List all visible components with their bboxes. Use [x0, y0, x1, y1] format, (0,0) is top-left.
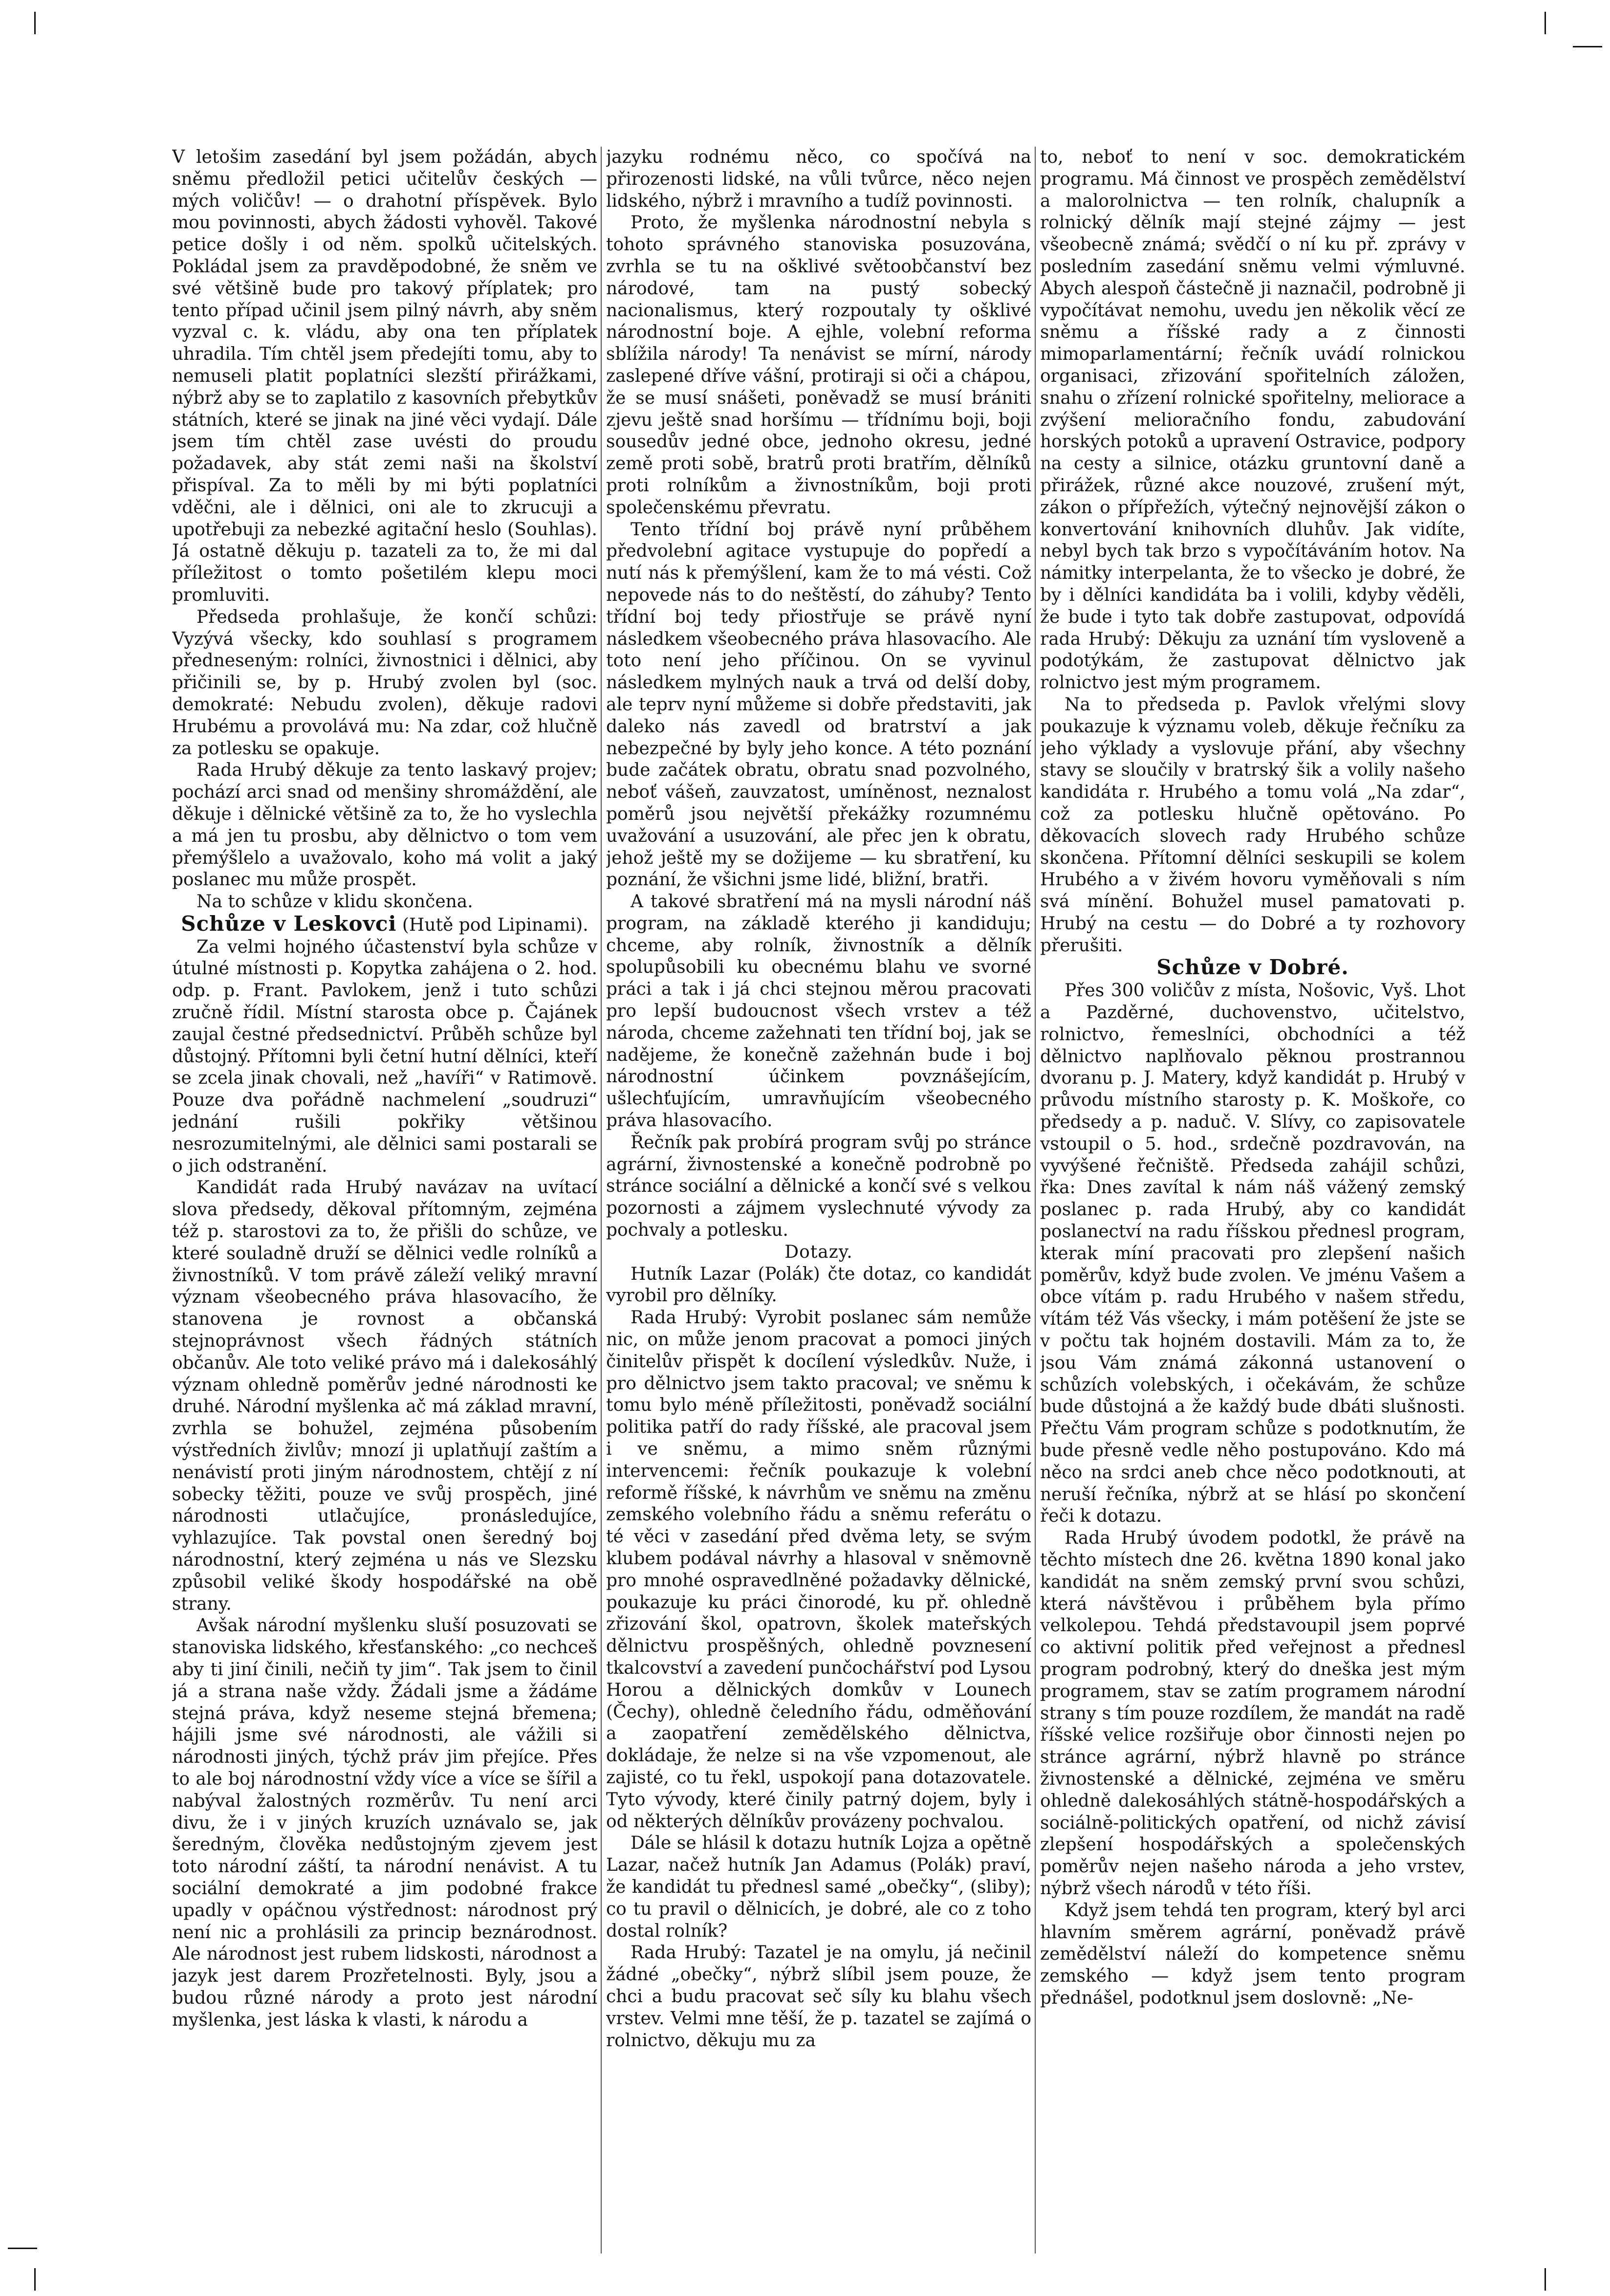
column-rule-1 [601, 147, 602, 2253]
article-paragraph: Tento třídní boj právě nyní průběhem předvolební agitace vystupuje do popředí a nutí nás k přemýšlení, kam že to má vésti. Což nepovede nás to do neštěstí, do záhuby? Tento třídní boj tedy přiostřuje se právě nyní následkem všeobecného práva hlasovacího. Ale toto není jeho příčinou. On se vyvinul následkem mylných nauk a trvá od delší doby, ale teprv nyní můžeme si dobře představiti, jak daleko nás zavedl od bratrství a jak nebezpečné by byly jeho konce. A této poznání bude začátek obratu, obratu snad pozvolného, neboť vášeň, zauvzatost, umíněnost, neznalost poměrů jsou největší překážky rozumnému uvažování a usuzování, ale přec jen k obratu, jehož ještě my se dožijeme — ku sbratření, ku poznání, že všichni jsme lidé, bližní, bratři. [606, 519, 1031, 890]
text-column-3 [1040, 147, 1465, 2263]
article-paragraph: V letošim zasedání byl jsem požádán, abych sněmu předložil petici učitelův českých — mých voličův! — o drahotní příspěvek. Bylo mou povinnosti, abych žádosti vyhověl. Takové petice došly i od něm. spolků učitelských. Pokládal jsem za pravděpodobné, že sněm ve své většině bude pro takový příplatek; pro tento případ učinil jsem pilný návrh, aby sněm vyzval c. k. vládu, aby ona ten příplatek uhradila. Tím chtěl jsem předejíti tomu, aby to nemuseli platit poplatníci slezští přirážkami, nýbrž aby se to zaplatilo z kasovních přebytkův státních, které se jinak na jiné věci vydají. Dále jsem tím chtěl zase uvésti do proudu požadavek, aby stát zemi naši na školství přispíval. Za to měli by mi býti poplatníci vděčni, ale i dělnici, oni ale to zkrucuji a upotřebuji za nebezké agitační heslo (Souhlas). Já ostatně děkuju p. tazateli za to, že mi dal příležitost o tomto pošetilém klepu moci promluviti. [172, 147, 597, 605]
corner-crop-mark-left-bottom [8, 2248, 37, 2249]
column-rule-2 [1035, 147, 1036, 2253]
article-paragraph: Kandidát rada Hrubý navázav na uvítací slova předsedy, děkoval přítomným, zejména též p. starostovi za to, že přišli do schůze, ve které souladně druží se dělnici vedle rolníků a živnostníků. V tom právě záleží veliký mravní význam všeobecného práva hlasovacího, že stanovena je rovnost a občanská stejnoprávnost všech řádných státních občanův. Ale toto veliké právo má i dalekosáhlý význam ohledně poměrův jedné národnosti ke druhé. Národní myšlenka ač má základ mravní, zvrhla se bohužel, zejména působením výstředních živlův; mnozí ji uplatňují zaštím a nenávistí proti jiným národnostem, chtějí z ní sobecky těžiti, pouze ve svůj prospěch, jiné národnosti utlačujíce, pronásledujíce, vyhlazujíce. Tak povstal onen šeredný boj národnostní, který zejména u nás ve Slezsku způsobil veliké škody hospodářské na obě strany. [172, 1178, 597, 1614]
section-heading [606, 1242, 1031, 1264]
section-heading-subtitle: (Hutě pod Lipinami). [396, 915, 588, 935]
article-paragraph: Řečník pak probírá program svůj po stránce agrární, živnostenské a konečně podrobně po stránce sociální a dělnické a končí své s velkou pozornosti a zájmem vyslechnuté vývody za pochvaly a potlesku. [606, 1132, 1031, 1241]
article-paragraph: Hutník Lazar (Polák) čte dotaz, co kandidát vyrobil pro dělníky. [606, 1264, 1031, 1306]
article-paragraph: Když jsem tehdá ten program, který byl arci hlavním směrem agrární, poněvadž právě zemědělství náleží do kompetence sněmu zemského — když jsem tento program přednášel, podotknul jsem doslovně: „Ne- [1040, 1900, 1465, 2008]
corner-crop-mark-bottom-left [34, 2268, 36, 2291]
article-paragraph: to, neboť to není v soc. demokratickém programu. Má činnost ve prospěch zemědělství a malorolnictva — ten rolník, chalupník a rolnický dělník mají stejné zájmy — jest všeobecně známá; svědčí o ní ku př. zprávy v posledním zasedání sněmu velmi výmluvné. Abych alespoň částečně ji naznačil, podrobně ji vypočítávat nemohu, uvedu jen několik věcí ze sněmu a říšské rady a z činnosti mimoparlamentární; řečník uvádí rolnickou organisaci, zřizování spořitelních záložen, snahu o zřízení rolnické spořitelny, meliorace a zvýšení melioračního fondu, zabudování horských potoků a upravení Ostravice, podpory na cesty a silnice, otázku gruntovní daně a přirážek, různé akce nouzové, zrušení mýt, zákon o přípřežích, výtečný nejnovější zákon o konvertování knihovních dluhův. Jak vidíte, nebyl bych tak brzo s vypočítáváním hotov. Na námitky interpelanta, že to všecko je dobré, že by i dělníci kandidáta ba i volili, kdyby věděli, že bude i tyto tak dobře zastupovat, odpovídá rada Hrubý: Děkuju za uznání tím vysloveně a podotýkám, že zastupovat dělnictvo jak rolnictvo jest mým programem. [1040, 147, 1465, 693]
corner-crop-mark-top-left [34, 12, 36, 34]
article-paragraph: Rada Hrubý: Vyrobit poslanec sám nemůže nic, on může jenom pracovat a pomoci jiných činitelův přispět k docílení výsledkův. Nuže, i pro dělnictvo jsem takto pracoval; ve sněmu k tomu bylo méně příležitosti, poněvadž sociální politika patří do rady říšské, ale pracoval jsem i ve sněmu, a mimo sněm různými intervencemi: řečník poukazuje k volební reformě říšské, k návrhům ve sněmu na změnu zemského volebního řádu a sněmu referátu o té věci v zasedání před dvěma lety, se svým klubem podával návrhy a hlasoval v sněmovně pro mnohé ospravedlněné požadavky dělnické, poukazuje ku práci činorodé, ku př. ohledně zřizování škol, opatrovn, školek mateřských dělnictvu prospěšných, ohledně povznesení tkalcovství a zavedení punčochářství pod Lysou Horou a dělnických domkův v Lounech (Čechy), ohledně čeledního řádu, odměňování a zaopatření zemědělského dělnictva, dokládaje, že nelze si na vše vzpomenout, ale zajisté, co tu řekl, uspokojí pana dotazovatele. Tyto vývody, které činily patrný dojem, byly i od některých dělníkův provázeny pochvalou. [606, 1308, 1031, 1832]
text-column-1 [172, 147, 597, 2263]
section-heading-title: Schůze v Dobré. [1156, 955, 1349, 980]
corner-crop-mark-bottom-right [1545, 2268, 1546, 2291]
article-paragraph: Přes 300 voličův z místa, Nošovic, Vyš. Lhot a Pazděrné, duchovenstvo, učitelstvo, rolnictvo, řemeslníci, obchodníci a též dělnictvo naplňovalo pěknou prostrannou dvoranu p. J. Matery, když kandidát p. Hrubý v průvodu místního starosty p. K. Moškoře, co předsedy a p. naduč. V. Slívy, co zapisovatele vstoupil o 5. hod., srdečně pozdravován, na vyvýšené řečniště. Předseda zahájil schůzi, řka: Dnes zavítal k nám náš vážený zemský poslanec p. rada Hrubý, aby co kandidát poslanectví na radu říšskou přednesl program, kterak míní pracovati pro zlepšení našich poměrův, když bude zvolen. Ve jménu Vašem a obce vítám p. radu Hrubého v našem středu, vítám též Vás všecky, i mám potěšení že jste se v počtu tak hojném dostavili. Mám za to, že jsou Vám známá zákonná ustanovení o schůzích volebských, i očekávám, že schůze bude důstojná a že každý bude dbáti slušnosti. Přečtu Vám program schůze s podotknutím, že bude přesně vedle něho postupováno. Kdo má něco na srdci aneb chce něco podotknouti, at neruší řečníka, nýbrž at se hlásí po skončení řeči k dotazu. [1040, 981, 1465, 1527]
article-paragraph: Proto, že myšlenka národnostní nebyla s tohoto správného stanoviska posuzována, zvrhla se tu na ošklivé světoobčanství bez národové, tam na pustý sobecký nacionalismus, který rozpoutaly ty ošklivé národnostní boje. A ejhle, volební reforma sblížila národy! Ta nenávist se mírní, národy zaslepené dříve vášní, protiraji si oči a chápou, že se musí snášeti, poněvadž se musí brániti zjevu ještě snad horšímu — třídnímu boji, boji sousedův jedné obce, jednoho okresu, jedné země proti sobě, bratrů proti bratřím, dělníků proti rolníkům a živnostníkům, boji proti společenskému převratu. [606, 213, 1031, 518]
section-heading-title: Schůze v Leskovci [181, 911, 397, 936]
article-paragraph: Rada Hrubý děkuje za tento laskavý projev; pochází arci snad od menšiny shromáždění, ale děkuje i dělnické většině za to, že ho vyslechla a má jen tu prosbu, aby dělnictvo o tom vem přemýšlelo a uvažovalo, koho má volit a jaký poslanec mu může prospět. [172, 760, 597, 890]
article-paragraph: Za velmi hojného účastenství byla schůze v útulné místnosti p. Kopytka zahájena o 2. hod. odp. p. Frant. Pavlokem, jenž i tuto schůzi zručně řídil. Místní starosta obce p. Čajánek zaujal čestné předsednictví. Průběh schůze byl důstojný. Přítomni byli četní hutní dělníci, kteří se zcela jinak chovali, než „havíři“ v Ratimově. Pouze dva pořádně nachmelení „soudruzi“ jednání rušili pokřiky většinou nesrozumitelnými, ale dělnici sami postarali se o jich odstranění. [172, 937, 597, 1176]
section-heading [172, 913, 597, 937]
article-paragraph: Rada Hrubý: Tazatel je na omylu, já nečinil žádné „obečky“, nýbrž slíbil jsem pouze, že chci a budu pracovat seč síly ku blahu všech vrstev. Velmi mne těší, že p. tazatel se zajímá o rolnictvo, děkuju mu za [606, 1943, 1031, 2051]
section-heading [1040, 957, 1465, 980]
article-paragraph: Rada Hrubý úvodem podotkl, že právě na těchto místech dne 26. května 1890 konal jako kandidát na sněm zemský první svou schůzi, která návštěvou i průběhem byla přímo velkolepou. Tehdá představoupil jsem poprvé co aktivní politik před veřejnost a přednesl program podrobný, který do dneška jest mým programem, stav se zatím programem národní strany s tím pouze rozdílem, že mandát na radě říšské velice rozšiřuje obor činnosti nejen po stránce agrární, nýbrž hlavně po stránce živnostenské a dělnické, zejména ve směru ohledně dalekosáhlých státně-hospodářských a sociálně-politických opatření, od nichž závisí zlepšení hospodářských a společenských poměrův nejen našeho národa a jeho vrstev, nýbrž všech národů v této říši. [1040, 1528, 1465, 1899]
article-paragraph: Na to schůze v klidu skončena. [196, 892, 473, 912]
section-heading-subtitle: Dotazy. [784, 1242, 853, 1262]
article-paragraph: Na to předseda p. Pavlok vřelými slovy poukazuje k významu voleb, děkuje řečníku za jeho výklady a vyslovuje přání, aby všechny stavy se sloučily v bratrský šik a volily našeho kandidáta r. Hrubého a tomu volá „Na zdar“, což za potlesku hlučně opětováno. Po děkovacích slovech rady Hrubého schůze skončena. Přítomní dělníci seskupili se kolem Hrubého a v živém hovoru vyměňovali s ním svá mínění. Bohužel musel pamatovati p. Hrubý na cestu — do Dobré a ty rozhovory přerušiti. [1040, 694, 1465, 956]
corner-crop-mark-right-top [1573, 46, 1602, 47]
article-paragraph: jazyku rodnému něco, co spočívá na přirozenosti lidské, na vůli tvůrce, něco nejen lidského, nýbrž i mravního a tudíž povinnosti. [606, 147, 1031, 211]
article-paragraph: Dále se hlásil k dotazu hutník Lojza a opětně Lazar, načež hutník Jan Adamus (Polák) praví, že kandidát tu přednesl samé „obečky“, (sliby); co tu pravil o dělnicích, je dobré, ale co z toho dostal rolník? [606, 1833, 1031, 1941]
text-column-2 [606, 147, 1031, 2263]
article-paragraph: Předseda prohlašuje, že končí schůzi: Vyzývá všecky, kdo souhlasí s programem předneseným: rolníci, živnostnici i dělnici, aby přičinili se, by p. Hrubý zvolen byl (soc. demokraté: Nebudu zvolen), děkuje radovi Hrubému a provolává mu: Na zdar, což hlučně za potlesku se opakuje. [172, 607, 597, 759]
article-paragraph: A takové sbratření má na mysli národní náš program, na základě kterého ji kandiduju; chceme, aby rolník, živnostník a dělník spolupůsobili ku obecnému blahu ve svorné práci a tak i já chci stejnou měrou pracovati pro lepší budoucnost všech vrstev a též národa, chceme zažehnati ten třídní boj, jak se nadějeme, že konečně zažehnán bude i boj národnostní účinkem povznášejícím, ušlechťujícím, umravňujícím všeobecného práva hlasovacího. [606, 892, 1031, 1131]
corner-crop-mark-top-right [1545, 12, 1546, 34]
article-paragraph: Avšak národní myšlenku sluší posuzovati se stanoviska lidského, křesťanského: „co nechceš aby ti jiní činili, nečiň ty jim“. Tak jsem to činil já a strana naše vždy. Žádali jsme a žádáme stejná práva, když neseme stejná břemena; hájili jsme své národnosti, ale vážili si národnosti jiných, týchž práv jim přejíce. Přes to ale boj národnostní vždy více a více se šířil a nabýval žalostných rozměrův. Tu není arci divu, že i v jiných kruzích uznávalo se, jak šeredným, člověka nedůstojným zjevem jest toto národní záští, ta národní nenávist. A tu sociální demokraté a jim podobné frakce upadly v opáčnou výstřednost: národnost prý není nic a prohlásili za princip beznárodnost. Ale národnost jest rubem lidskosti, národnost a jazyk jest darem Prozřetelnosti. Byly, jsou a budou různé národy a proto jest národní myšlenka, jest láska k vlasti, k národu a [172, 1616, 597, 2030]
